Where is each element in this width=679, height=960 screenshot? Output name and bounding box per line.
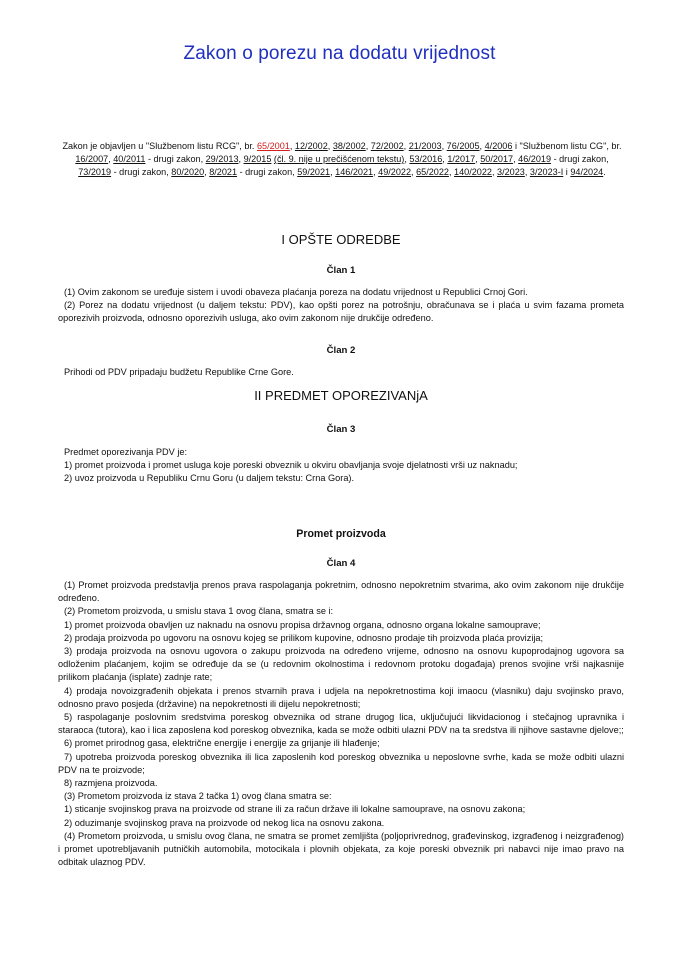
gazette-link[interactable]: 40/2011 — [113, 154, 146, 165]
paragraph: Predmet oporezivanja PDV je: — [64, 447, 188, 457]
gazette-link[interactable]: 94/2024 — [570, 167, 604, 178]
gazette-link[interactable]: 29/2013 — [205, 154, 239, 165]
paragraph: 1) promet proizvoda obavljen uz naknadu na osnovu propisa državnog organa, odnosno organa lokalne samouprave; — [64, 619, 541, 630]
paragraph: 4) prodaja novoizgrađenih objekata i prenos stvarnih prava i udjela na nepokretnostima koji imaocu (vlasniku) daju svojinsko pravo, odnosno pravo posjeda (državine) na nepokretnosti ili dijelu nepokretnosti; — [58, 685, 624, 709]
gazette-note-link[interactable]: (čl. 9. nije u prečišćenom tekstu) — [273, 154, 405, 165]
article-heading: Član 1 — [326, 265, 356, 276]
paragraph: (1) Promet proizvoda predstavlja prenos prava raspolaganja pokretnim, odnosno nepokretnim stvarima, ako ovim zakonom nije drukčije određeno. — [58, 580, 624, 604]
gazette-link[interactable]: 50/2017 — [480, 154, 514, 165]
paragraph: (2) Porez na dodatu vrijednost (u daljem tekstu: PDV), kao opšti porez na potrošnju, obračunava se i plaća u svim fazama prometa oporezivih proizvoda, odnosno oporezivih usluga, ako ovim zakonom nije drukčije određeno. — [58, 300, 624, 324]
gazette-link[interactable]: 80/2020 — [171, 167, 205, 178]
article-heading: Član 2 — [326, 345, 356, 356]
gazette-link[interactable]: 140/2022 — [454, 167, 492, 178]
gazette-link[interactable]: 59/2021 — [297, 167, 331, 178]
article-body — [58, 446, 624, 486]
section-heading: II PREDMET OPOREZIVANjA — [254, 388, 428, 403]
gazette-note: - drugi zakon — [147, 154, 201, 165]
article-body — [58, 366, 624, 379]
paragraph: Prihodi od PDV pripadaju budžetu Republike Crne Gore. — [64, 367, 294, 377]
paragraph: 7) upotreba proizvoda poreskog obveznika ili lica zaposlenih kod poreskog obveznika u neposlovne svrhe, kada se može odbiti ulazni PDV na te proizvode; — [58, 751, 624, 775]
paragraph: (3) Prometom proizvoda iz stava 2 tačka 1) ovog člana smatra se: — [64, 791, 332, 802]
gazette-link[interactable]: 65/2001 — [256, 141, 290, 151]
gazette-link[interactable]: 73/2019 — [78, 167, 112, 178]
paragraph: (1) Ovim zakonom se uređuje sistem i uvodi obaveza plaćanja poreza na dodatu vrijednost u Republici Crnoj Gori. — [64, 287, 528, 297]
document-title: Zakon o porezu na dodatu vrijednost — [183, 43, 496, 64]
gazette-link[interactable]: 8/2021 — [209, 167, 238, 178]
gazette-link[interactable]: 49/2022 — [378, 167, 412, 178]
gazette-link[interactable]: 9/2015 — [243, 154, 272, 165]
paragraph: 2) prodaja proizvoda po ugovoru na osnovu kojeg se prilikom kupovine, odnosno prodaje tih proizvoda plaća provizija; — [64, 632, 544, 643]
gazette-link[interactable]: 146/2021 — [335, 167, 374, 178]
gazette-link[interactable]: 46/2019 — [518, 154, 552, 165]
gazette-link[interactable]: 1/2017 — [447, 154, 476, 165]
article-heading: Član 3 — [326, 424, 356, 435]
gazette-link[interactable]: 21/2003 — [408, 141, 442, 151]
intro-middle: i "Službenom listu CG", br. — [514, 141, 622, 151]
paragraph: 1) sticanje svojinskog prava na proizvode od strane ili za račun države ili lokalne samouprave, na osnovu zakona; — [64, 804, 526, 815]
paragraph: (2) Prometom proizvoda, u smislu stava 1 ovog člana, smatra se i: — [64, 606, 334, 617]
gazette-link[interactable]: 53/2016 — [409, 154, 443, 165]
section-heading: I OPŠTE ODREDBE — [281, 232, 401, 247]
subsection-heading: Promet proizvoda — [296, 528, 386, 540]
paragraph: 6) promet prirodnog gasa, električne energije i energije za grijanje ili hlađenje; — [64, 738, 380, 749]
gazette-note: - drugi zakon — [113, 167, 167, 178]
paragraph: 1) promet proizvoda i promet usluga koje poreski obveznik u okviru obavljanja svoje djelatnosti vrši uz naknadu; — [64, 460, 518, 471]
article-body — [58, 579, 624, 869]
publication-info: Zakon je objavljen u "Službenom listu RCG", br. 65/2001, 12/2002, 38/2002, 72/2002, 21/2003, 76/2005, 4/2006 i "Službenom listu CG", br. 16/2007, 40/2011 - drugi zakon, 29/2013, 9/2015 (čl. 9. nije u prečišćenom tekstu), 53/2016, 1/2017, 50/2017, 46/2019 - drugi zakon, 73/2019 - drugi zakon, 80/2020, 8/2021 - drugi zakon, 59/2021, 146/2021, 49/2022, 65/2022, 140/2022, 3/2023, 3/2023-I i 94/2024. — [62, 141, 622, 178]
gazette-link[interactable]: 3/2023 — [497, 167, 525, 178]
gazette-note: - drugi zakon — [553, 154, 607, 165]
gazette-link[interactable]: 4/2006 — [484, 141, 513, 151]
gazette-link[interactable]: 72/2002 — [370, 141, 404, 151]
intro-prefix: Zakon je objavljen u "Službenom listu RCG", br. — [62, 141, 255, 151]
paragraph: 3) prodaja proizvoda na osnovu ugovora o zakupu proizvoda na određeno vrijeme, odnosno na osnovu kupoprodajnog ugovora sa odloženim plaćanjem, kojim se određuje da se (u redovnim okolnostima i redovnom protoku događaja) prenos svojine vrši najkasnije prilikom plaćanja (isplate) zadnje rate; — [58, 646, 624, 683]
paragraph: 2) oduzimanje svojinskog prava na proizvode od nekog lica na osnovu zakona. — [64, 817, 385, 828]
article-body — [58, 286, 624, 326]
gazette-link[interactable]: 65/2022 — [416, 167, 449, 178]
paragraph: (4) Prometom proizvoda, u smislu ovog člana, ne smatra se promet zemljišta (poljoprivrednog, građevinskog, izgrađenog i neizgrađenog) i promet upotrebljavanih putničkih automobila, motocikala i plovnih objekata, za koje poreski obveznik pri nabavci nije imao pravo na odbitak ulaznog PDV. — [58, 830, 624, 868]
paragraph: 8) razmjena proizvoda. — [64, 778, 158, 789]
gazette-link[interactable]: 16/2007 — [75, 154, 109, 165]
paragraph: 5) raspolaganje poslovnim sredstvima poreskog obveznika od strane drugog lica, uključujući likvidacionog i stečajnog upravnika i staraoca (tutora), kao i lica zaposlena kod poreskog obveznika, kada se može odbiti ulazni PDV na ta sredstva ili njihove sastavne djelove;; — [58, 712, 624, 736]
article-heading: Član 4 — [326, 558, 356, 569]
paragraph: 2) uvoz proizvoda u Republiku Crnu Goru (u daljem tekstu: Crna Gora). — [64, 473, 355, 484]
gazette-link[interactable]: 76/2005 — [446, 141, 480, 151]
gazette-link[interactable]: 38/2002 — [332, 141, 366, 151]
gazette-link[interactable]: 12/2002 — [294, 141, 328, 151]
gazette-note: - drugi zakon — [239, 167, 293, 178]
gazette-link[interactable]: 3/2023-I — [529, 167, 564, 178]
